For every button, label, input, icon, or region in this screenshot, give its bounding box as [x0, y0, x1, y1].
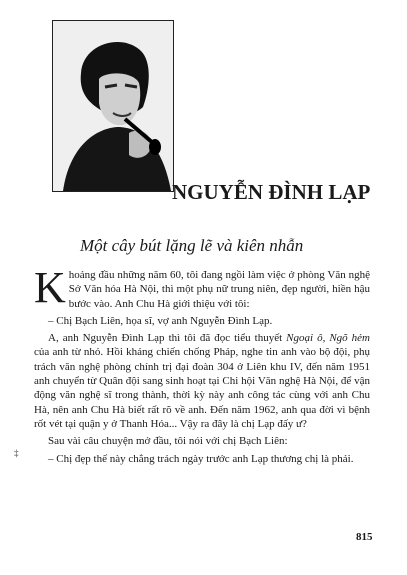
paragraph-2: – Chị Bạch Liên, họa sĩ, vợ anh Nguyễn Đình Lạp.	[48, 314, 273, 327]
book-titles: Ngoại ô, Ngõ hẻm	[286, 332, 371, 345]
author-portrait	[52, 20, 174, 192]
page-number: 815	[356, 531, 373, 543]
paragraph-3	[34, 331, 370, 431]
paragraph-1	[34, 263, 370, 312]
paragraph-3-end: của anh từ nhỏ. Hồi kháng chiến chống Pháp, nghe tin anh vào bộ đội, phụ trách văn nghệ phòng chính trị đại đoàn 304 ở Liên khu IV, đến năm 1951 anh chuyển từ Quân đội sang sinh hoạt tại Chi hội Văn nghệ Hà Nội, để vận động văn nghệ sĩ trong thành, thời kỳ này anh công tác cùng với anh Chu Hà, nên anh Chu Hà biết rất rõ về anh. Đến năm 1962, anh qua đời vì bệnh rốt vét tại quận y ở Thanh Hóa... Vậy ra đây là chị Lạp đấy ư?	[34, 346, 370, 430]
chapter-subtitle: Một cây bút lặng lẽ và kiên nhẫn	[80, 236, 304, 255]
drop-cap: K	[34, 263, 66, 312]
body-text	[34, 263, 371, 466]
portrait-illustration	[53, 21, 173, 191]
margin-mark: ‡	[14, 448, 19, 458]
paragraph-3-start: A, anh Nguyễn Đình Lạp thì tôi đã đọc tiểu thuyết	[48, 332, 287, 345]
paragraph-5: – Chị đẹp thế này chẳng trách ngày trước anh Lạp thương chị là phải.	[48, 452, 354, 465]
author-name: NGUYỄN ĐÌNH LẠP	[172, 180, 371, 204]
paragraph-4: Sau vài câu chuyện mở đầu, tôi nói với chị Bạch Liên:	[48, 435, 288, 448]
paragraph-1-text: hoảng đầu những năm 60, tôi đang ngồi làm việc ở phòng Văn nghệ Sở Văn hóa Hà Nội, thì một phụ nữ trung niên, đẹp người, hiền hậu bước vào. Anh Chu Hà giới thiệu với tôi:	[68, 269, 370, 310]
